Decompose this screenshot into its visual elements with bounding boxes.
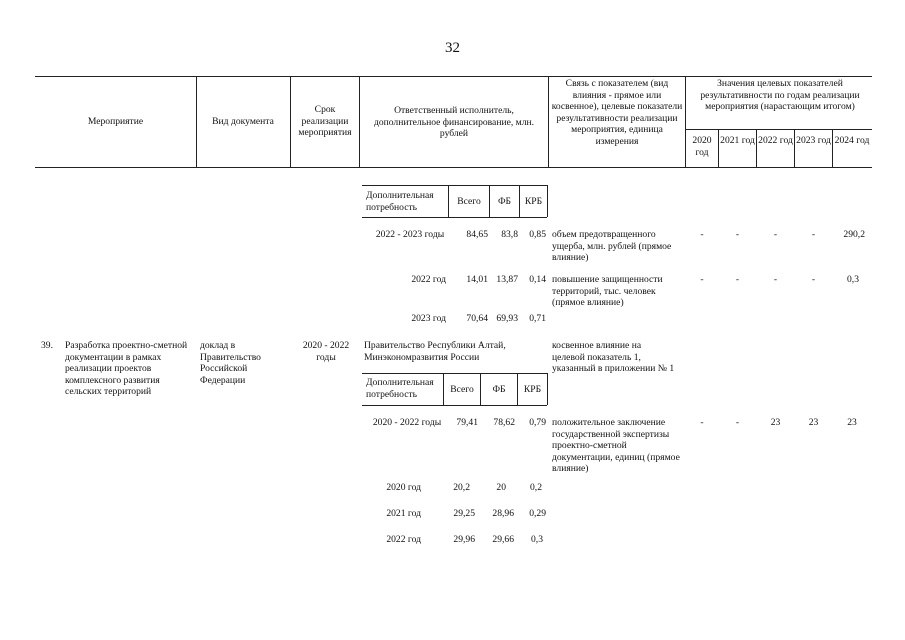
- item39-fin-fb-header: ФБ: [492, 384, 506, 395]
- b1-r3-krb: 0,71: [529, 313, 546, 324]
- header-bottom-rule: [35, 167, 872, 168]
- item39-fin-krb-header: КРБ: [523, 384, 542, 395]
- year-2022-header: 2022 год: [758, 135, 793, 146]
- b1-r3-fb: 69,93: [496, 313, 518, 324]
- i39-r1-v2021: -: [735, 417, 740, 428]
- i39-r3-total: 29,25: [453, 508, 475, 519]
- page-number: 32: [445, 40, 460, 56]
- col-resp-header: Ответственный исполнитель, дополнительное финансирование, млн. рублей: [373, 105, 535, 140]
- i39-r2-period: 2020 год: [386, 482, 421, 493]
- year-2020-header: 2020 год: [692, 135, 712, 158]
- b1-r1-period: 2022 - 2023 годы: [375, 229, 445, 240]
- i39-r3-fb: 28,96: [492, 508, 514, 519]
- i39-r1-fb: 78,62: [493, 417, 515, 428]
- i39-r1-indicator: положительное заключение государственной экспертизы проектно-сметной документации, единиц (прямое влияние): [552, 417, 680, 475]
- item39-event: Разработка проектно-сметной документации в рамках реализации проектов комплексного развития сельских территорий: [65, 340, 188, 398]
- b1-r1-v2021: -: [735, 229, 740, 240]
- b1-r1-indicator: объем предотвращенного ущерба, млн. рублей (прямое влияние): [552, 229, 672, 264]
- i39-r1-v2020: -: [700, 417, 704, 428]
- b1-r1-v2020: -: [700, 229, 704, 240]
- b1-r2-krb: 0,14: [529, 274, 546, 285]
- item39-fin-total-header: Всего: [450, 384, 474, 395]
- b1-r1-fb: 83,8: [501, 229, 518, 240]
- b1-r2-v2023: -: [811, 274, 816, 285]
- fin-krb-header: КРБ: [524, 196, 543, 207]
- fin-fb-header: ФБ: [497, 196, 512, 207]
- item39-doc: доклад в Правительство Российской Федерации: [200, 340, 261, 386]
- col-values-header: Значения целевых показателей результативности по годам реализации мероприятия (нарастающим итогом): [700, 78, 860, 113]
- years-header-rule: [685, 129, 872, 130]
- col-link-header: Связь с показателем (вид влияния - прямое или косвенное), целевые показатели результативности реализации мероприятия, единица измерения: [551, 78, 683, 147]
- i39-r4-krb: 0,3: [531, 534, 543, 545]
- item39-term: 2020 - 2022 годы: [302, 340, 350, 363]
- b1-r2-v2024: 0,3: [847, 274, 859, 285]
- i39-r1-v2023: 23: [808, 417, 819, 428]
- b1-r1-total: 84,65: [466, 229, 488, 240]
- i39-r3-period: 2021 год: [386, 508, 421, 519]
- year-2024-header: 2024 год: [834, 135, 870, 146]
- item39-link: косвенное влияние на целевой показатель 1, указанный в приложении № 1: [552, 340, 675, 375]
- i39-r1-krb: 0,79: [529, 417, 546, 428]
- i39-r1-total: 79,41: [456, 417, 478, 428]
- col-event-header: Мероприятие: [87, 116, 144, 127]
- b1-r2-period: 2022 год: [411, 274, 446, 285]
- item39-fin-label: Дополнительная потребность: [366, 377, 434, 400]
- i39-r2-krb: 0,2: [530, 482, 542, 493]
- b1-r2-v2021: -: [735, 274, 740, 285]
- i39-r1-period: 2020 - 2022 годы: [372, 417, 442, 428]
- year-2023-header: 2023 год: [796, 135, 831, 146]
- fin-total-header: Всего: [457, 196, 481, 207]
- b1-r2-v2022: -: [773, 274, 778, 285]
- b1-r1-v2024: 290,2: [843, 229, 865, 240]
- year-2021-header: 2021 год: [720, 135, 755, 146]
- i39-r4-period: 2022 год: [386, 534, 421, 545]
- i39-r4-fb: 29,66: [492, 534, 514, 545]
- b1-r2-v2020: -: [700, 274, 704, 285]
- fin-label: Дополнительная потребность: [366, 190, 434, 213]
- b1-r2-fb: 13,87: [496, 274, 518, 285]
- i39-r2-fb: 20: [496, 482, 506, 493]
- b1-r3-total: 70,64: [466, 313, 488, 324]
- col-term-header: Срок реализации мероприятия: [298, 104, 352, 139]
- b1-r3-period: 2023 год: [411, 313, 446, 324]
- i39-r1-v2022: 23: [770, 417, 781, 428]
- b1-r2-indicator: повышение защищенности территорий, тыс. человек (прямое влияние): [552, 274, 663, 309]
- i39-r1-v2024: 23: [847, 417, 857, 428]
- i39-r4-total: 29,96: [453, 534, 475, 545]
- b1-r1-v2023: -: [811, 229, 816, 240]
- header-top-rule: [35, 76, 872, 77]
- b1-r1-v2022: -: [773, 229, 778, 240]
- item39-responsible: Правительство Республики Алтай, Минэкономразвития России: [364, 340, 506, 363]
- i39-r2-total: 20,2: [453, 482, 470, 493]
- col-doc-header: Вид документа: [212, 116, 274, 127]
- b1-r2-total: 14,01: [466, 274, 488, 285]
- b1-r1-krb: 0,85: [529, 229, 546, 240]
- item39-number: 39.: [41, 340, 53, 351]
- i39-r3-krb: 0,29: [529, 508, 546, 519]
